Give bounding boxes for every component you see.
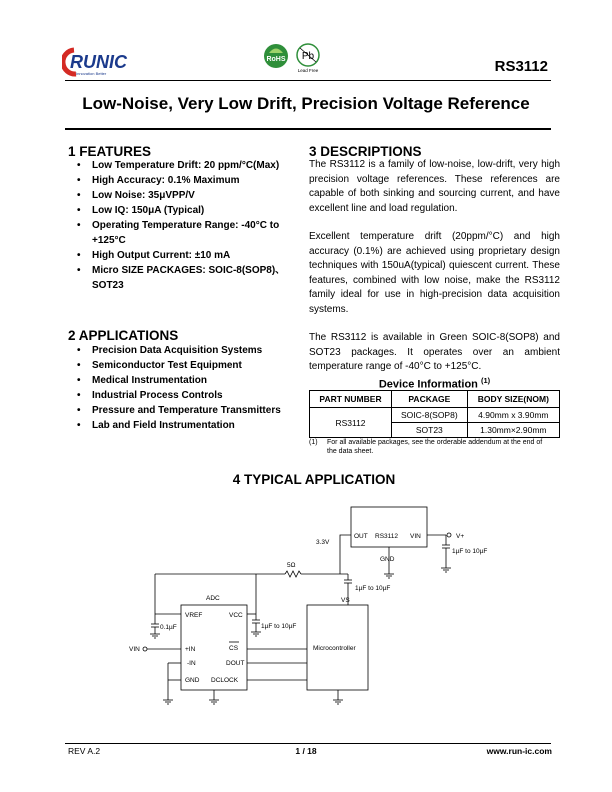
table-cell: 4.90mm x 3.90mm <box>467 408 559 423</box>
label-cap-vcc: 1µF to 10µF <box>261 623 297 630</box>
rohs-text: RoHS <box>266 56 286 63</box>
label-vcc: VCC <box>229 612 243 619</box>
table-cell: SOIC-8(SOP8) <box>392 408 468 423</box>
footer-revision: REV A.2 <box>68 746 101 756</box>
description-paragraph: The RS3112 is available in Green SOIC-8(SOP8) and SOT23 packages. It operates over an ambient temperature range of -40°C to +125°C. <box>309 332 560 372</box>
table-header-cell: BODY SIZE(NOM) <box>467 391 559 408</box>
label-microcontroller: Microcontroller <box>313 645 356 652</box>
label-cs: CS <box>229 645 239 652</box>
table-cell: SOT23 <box>392 423 468 438</box>
pb-symbol: Pb <box>301 51 315 62</box>
descriptions-heading: 3 DESCRIPTIONS <box>309 144 422 159</box>
label-3v3: 3.3V <box>316 539 330 546</box>
feature-item: • High Output Current: ±10 mA <box>68 248 290 263</box>
footer-website: www.run-ic.com <box>486 746 552 756</box>
logo-tagline: Innovation Better <box>76 71 107 76</box>
device-info-title-text: Device Information <box>378 378 478 391</box>
label-adc: ADC <box>206 595 220 602</box>
footer-page-number: 1 / 18 <box>295 746 317 756</box>
feature-item: • Low IQ: 150μA (Typical) <box>68 203 290 218</box>
footnote-text: For all available packages, see the orderable addendum at the end of the data sheet. <box>327 439 543 455</box>
application-item: • Semiconductor Test Equipment <box>68 358 290 373</box>
label-dclock: DCLOCK <box>211 677 239 684</box>
feature-item: • High Accuracy: 0.1% Maximum <box>68 173 290 188</box>
label-vplus: V+ <box>456 533 465 540</box>
feature-item: • Low Temperature Drift: 20 ppm/°C(Max) <box>68 158 290 173</box>
label-resistor: 5Ω <box>287 562 296 569</box>
label-vin-ext: VIN <box>129 646 140 653</box>
table-cell: 1.30mm×2.90mm <box>467 423 559 438</box>
label-adc-gnd: GND <box>185 677 200 684</box>
description-paragraph: Excellent temperature drift (20ppm/°C) and high accuracy (0.1%) are achieved using proprietary design techniques with 150uA(typical) quiescent current. These features, combined with low noise, make the RS3112 family ideal for use in high-precision data acquisition systems. <box>309 231 560 315</box>
application-item: • Pressure and Temperature Transmitters <box>68 403 290 418</box>
lead-free-text: Lead Free <box>297 68 319 73</box>
table-header-cell: PACKAGE <box>392 391 468 408</box>
label-gnd-pin: GND <box>380 556 395 563</box>
label-dout: DOUT <box>226 660 245 667</box>
typical-application-heading: 4 TYPICAL APPLICATION <box>232 472 396 487</box>
label-vin-pin: VIN <box>410 533 421 540</box>
application-item: • Precision Data Acquisition Systems <box>68 343 290 358</box>
label-vs: VS <box>341 597 350 604</box>
feature-item: • Low Noise: 35μVPP/V <box>68 188 290 203</box>
label-plus-in: +IN <box>185 646 196 653</box>
label-cap-left: 0.1µF <box>160 624 177 631</box>
label-vref: VREF <box>185 612 203 619</box>
feature-item: • Operating Temperature Range: -40°C to +125°C <box>68 218 290 248</box>
application-item: • Lab and Field Instrumentation <box>68 418 290 433</box>
features-heading: 1 FEATURES <box>68 144 152 159</box>
label-cap-mid: 1µF to 10µF <box>355 585 391 592</box>
label-out-pin: OUT <box>354 533 368 540</box>
description-paragraph: The RS3112 is a family of low-noise, low-drift, very high precision voltage references. These references are capable of both sinking and sourcing current, and have excellent line and load regulation. <box>309 159 560 214</box>
device-info-title-note: (1) <box>480 376 491 385</box>
header-part-number: RS3112 <box>494 58 548 75</box>
applications-heading: 2 APPLICATIONS <box>68 328 179 343</box>
application-item: • Medical Instrumentation <box>68 373 290 388</box>
logo-wordmark: RUNIC <box>70 52 127 72</box>
label-rs3112: RS3112 <box>375 533 399 540</box>
feature-item: • Micro SIZE PACKAGES: SOIC-8(SOP8)、SOT23 <box>68 263 290 293</box>
footnote-mark: (1) <box>309 439 318 446</box>
document-title: Low-Noise, Very Low Drift, Precision Voltage Reference <box>82 94 530 113</box>
footer-rule <box>65 743 551 744</box>
label-cap-right: 1µF to 10µF <box>452 548 488 555</box>
table-cell-part: RS3112 <box>310 408 392 438</box>
table-header-cell: PART NUMBER <box>310 391 392 408</box>
label-minus-in: -IN <box>187 660 196 667</box>
rs3112-block <box>351 507 427 547</box>
application-item: • Industrial Process Controls <box>68 388 290 403</box>
